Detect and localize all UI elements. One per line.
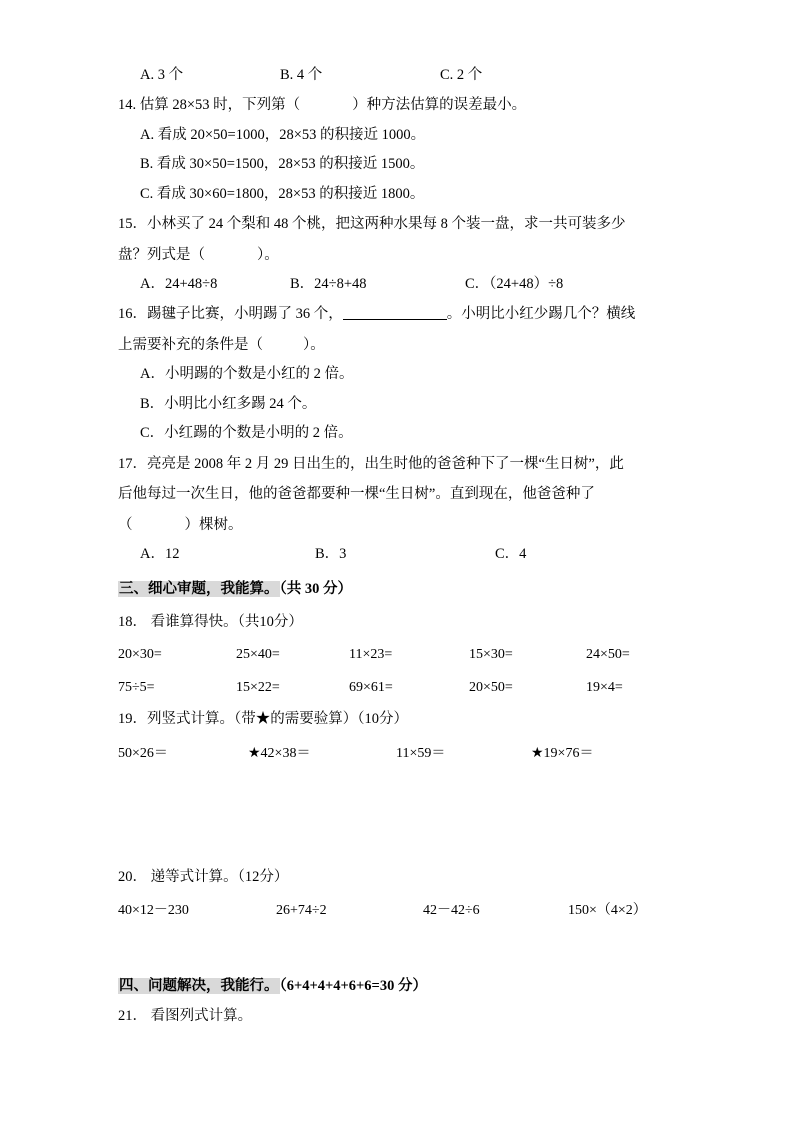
page-content: [118, 58, 680, 1029]
question-15-line1: 15．小林买了 24 个梨和 48 个桃，把这两种水果每 8 个装一盘，求一共可装多少: [118, 216, 626, 233]
q20-item-1: 40×12－230: [118, 903, 189, 919]
q18-row-2: [118, 676, 680, 700]
q16-line2-pre: 上需要补充的条件是（: [118, 336, 263, 353]
q20-item-3: 42－42÷6: [423, 903, 480, 919]
section-4-heading: [118, 975, 680, 998]
q14-stem-pre: 14. 估算 28×53 时，下列第（: [118, 97, 301, 114]
q15-line2-pre: 盘？列式是（: [118, 246, 205, 263]
q18-item-8: 69×61=: [349, 679, 393, 695]
question-17-line3: [118, 514, 680, 537]
q18-item-1: 20×30=: [118, 646, 162, 662]
q15-option-b: B．24÷8+48: [290, 276, 367, 293]
q18-item-4: 15×30=: [469, 646, 513, 662]
q20-item-2: 26+74÷2: [276, 903, 327, 919]
q18-item-7: 15×22=: [236, 679, 280, 695]
q18-item-9: 20×50=: [469, 679, 513, 695]
q19-items: [118, 742, 680, 766]
q13-option-a: A. 3 个: [140, 67, 184, 83]
question-15-line2: [118, 244, 680, 267]
q17-option-a: A．12: [140, 546, 180, 563]
q20-work-area: [118, 923, 680, 963]
question-17-line1: 17．亮亮是 2008 年 2 月 29 日出生的，出生时他的爸爸种下了一棵“生日树”，此: [118, 455, 624, 472]
q16-option-c: C．小红踢的个数是小明的 2 倍。: [140, 425, 353, 442]
question-16-line2: [118, 334, 680, 357]
section-4-title: 四、问题解决，我能行。: [119, 978, 279, 995]
q16-line2-post: ）。: [303, 336, 325, 353]
q14-option-b: B. 看成 30×50=1500，28×53 的积接近 1500。: [140, 156, 425, 173]
q13-options: [118, 64, 680, 87]
q19-item-3: 11×59＝: [396, 745, 446, 761]
q14-stem-post: ）种方法估算的误差最小。: [352, 97, 527, 114]
q17-line3-pre: （: [118, 516, 133, 533]
q17-options: [118, 543, 680, 566]
section-3-score: （共 30 分）: [279, 581, 352, 598]
q16-line1-post: 。小明比小红少踢几个？横线: [446, 306, 636, 323]
q18-row-1: [118, 643, 680, 667]
question-19-label: 19．列竖式计算。（带★的需要验算）（10分）: [118, 711, 408, 728]
q19-item-2: ★42×38＝: [248, 745, 311, 761]
question-17-line2: 后他每过一次生日，他的爸爸都要种一棵“生日树”。直到现在，他爸爸种了: [118, 486, 595, 503]
q14-option-a: A. 看成 20×50=1000，28×53 的积接近 1000。: [140, 126, 426, 143]
q15-option-a: A．24+48÷8: [140, 276, 218, 293]
q16-option-a: A．小明踢的个数是小红的 2 倍。: [140, 366, 354, 383]
q18-item-10: 19×4=: [586, 679, 623, 695]
q16-line1-pre: 16．踢毽子比赛，小明踢了 36 个，: [118, 306, 343, 323]
q13-option-c: C. 2 个: [440, 67, 483, 83]
q17-line3-post: ）棵树。: [184, 516, 243, 533]
q17-option-c: C．4: [495, 546, 527, 563]
question-16-line1: [118, 303, 680, 326]
q14-option-c: C. 看成 30×60=1800，28×53 的积接近 1800。: [140, 185, 425, 202]
q20-items: [118, 899, 680, 923]
question-21-label: 21． 看图列式计算。: [118, 1008, 253, 1025]
q20-item-4: 150×（4×2）: [568, 903, 647, 919]
q15-options: [118, 273, 680, 296]
q18-item-3: 11×23=: [349, 646, 393, 662]
q18-item-2: 25×40=: [236, 646, 280, 662]
section-4-score: （6+4+4+4+6+6=30 分）: [279, 978, 427, 995]
q16-option-b: B．小明比小红多踢 24 个。: [140, 395, 317, 412]
q19-item-4: ★19×76＝: [531, 745, 594, 761]
question-14-stem: [118, 94, 680, 117]
q15-line2-post: ）。: [257, 246, 279, 263]
question-20-label: 20． 递等式计算。（12分）: [118, 869, 289, 886]
q17-option-b: B．3: [315, 546, 347, 563]
q18-item-6: 75÷5=: [118, 679, 155, 695]
q19-work-area: [118, 765, 680, 857]
section-3-title: 三、细心审题，我能算。: [119, 581, 279, 598]
q18-item-5: 24×50=: [586, 646, 630, 662]
q19-item-1: 50×26＝: [118, 745, 168, 761]
q16-fill-blank: [343, 319, 447, 320]
section-3-heading: [118, 578, 680, 601]
question-18-label: 18． 看谁算得快。（共10分）: [118, 613, 303, 630]
q13-option-b: B. 4 个: [280, 67, 323, 83]
q15-option-c: C．（24+48）÷8: [465, 276, 564, 293]
